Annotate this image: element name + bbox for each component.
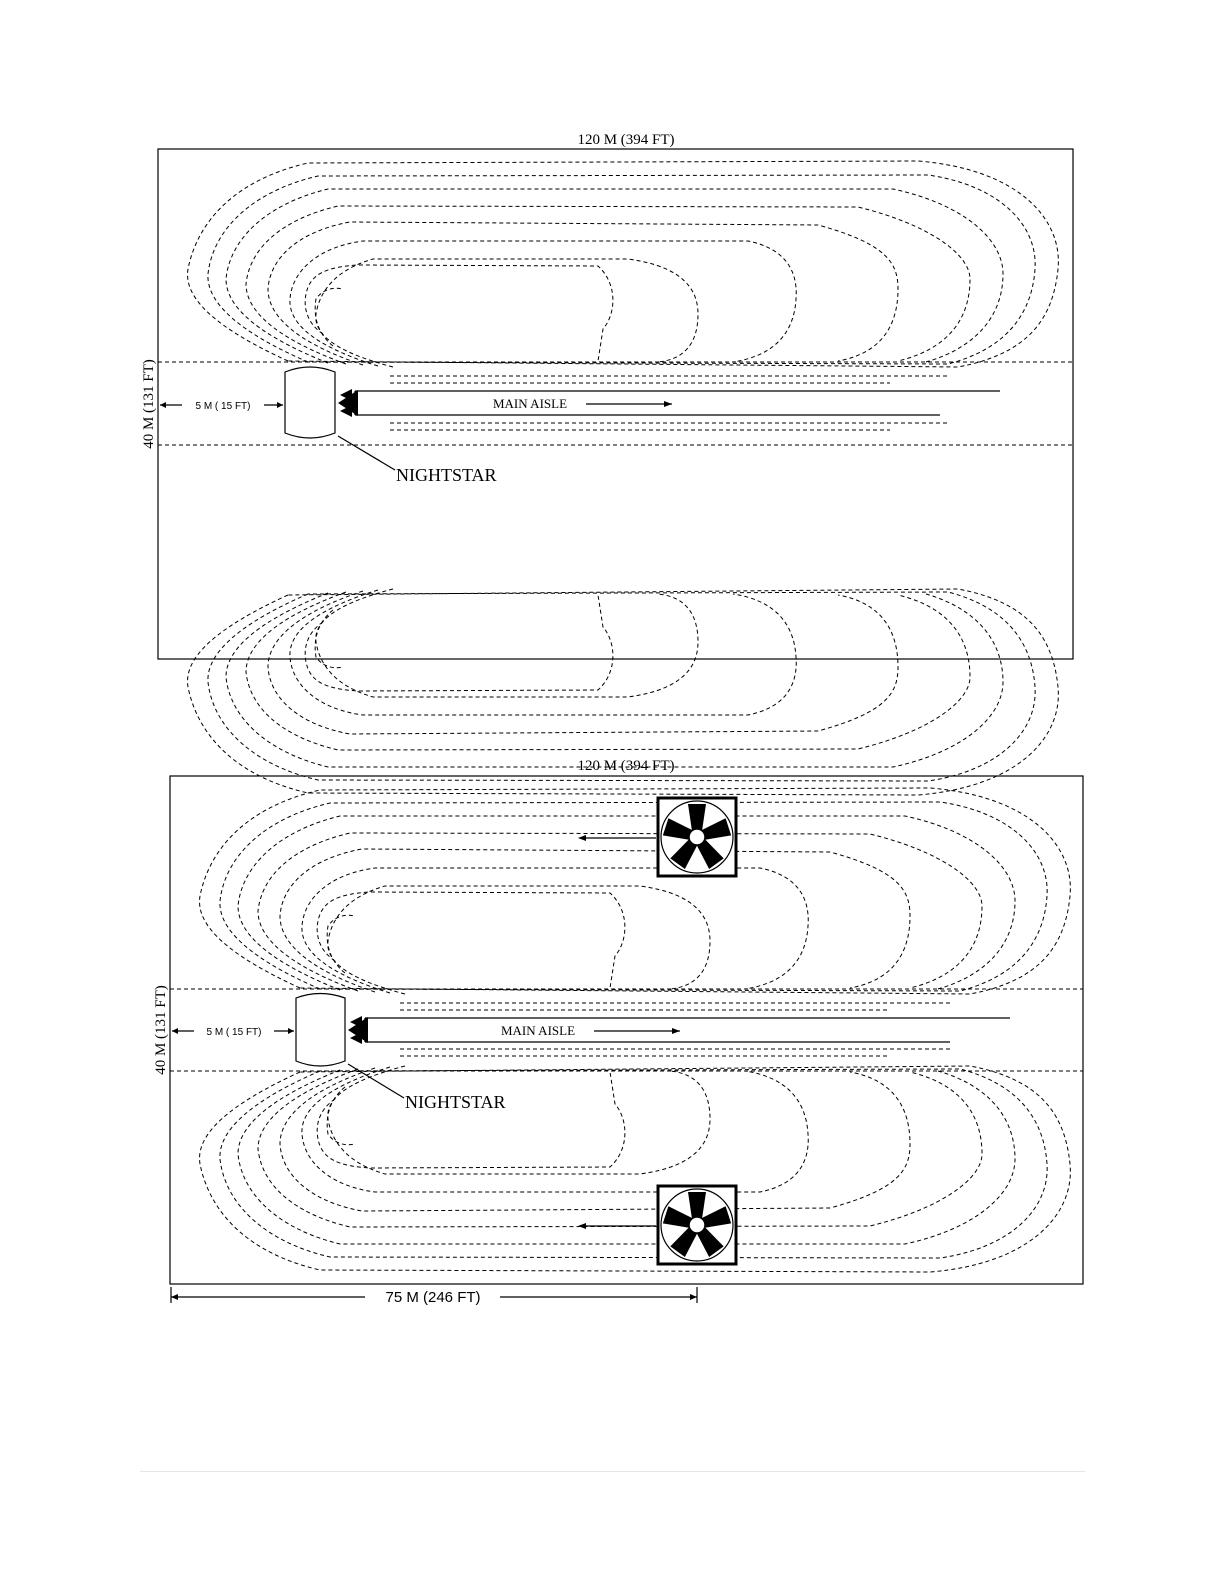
main-aisle-label: MAIN AISLE: [500, 1023, 576, 1038]
offset-label: 5 M ( 15 FT): [206, 1027, 262, 1038]
airflow-loops-top: [188, 161, 1059, 367]
width-label: 120 M (394 FT): [577, 758, 675, 774]
height-label: 40 M (131 FT): [153, 985, 169, 1075]
nightstar-leader-line: [338, 436, 395, 470]
fan-icon: [658, 1186, 736, 1264]
aisle-flow-lines: [390, 376, 950, 430]
offset-label: 5 M ( 15 FT): [195, 401, 251, 412]
width-label: 120 M (394 FT): [577, 132, 675, 148]
fan-distance-label: 75 M (246 FT): [385, 1289, 481, 1306]
diagram-2: [153, 758, 1083, 1306]
diagram-1: [141, 132, 1073, 795]
nightstar-leader-line: [348, 1064, 404, 1098]
main-aisle-arrow: [338, 389, 1000, 417]
main-aisle-arrow: [348, 1016, 1010, 1044]
main-aisle-label: MAIN AISLE: [492, 396, 568, 411]
fan-airflow-arrow-top: [578, 835, 656, 841]
nightstar-label: NIGHTSTAR: [405, 1092, 506, 1112]
fan-airflow-arrow-bottom: [578, 1223, 656, 1229]
airflow-loops-bottom: [200, 1066, 1071, 1272]
nightstar-unit: [285, 367, 335, 438]
nightstar-unit: [296, 994, 345, 1067]
footer-divider: [140, 1471, 1085, 1472]
nightstar-label: NIGHTSTAR: [396, 465, 497, 485]
fan-icon: [658, 798, 736, 876]
airflow-loops-top: [200, 788, 1071, 994]
height-label: 40 M (131 FT): [141, 359, 157, 449]
